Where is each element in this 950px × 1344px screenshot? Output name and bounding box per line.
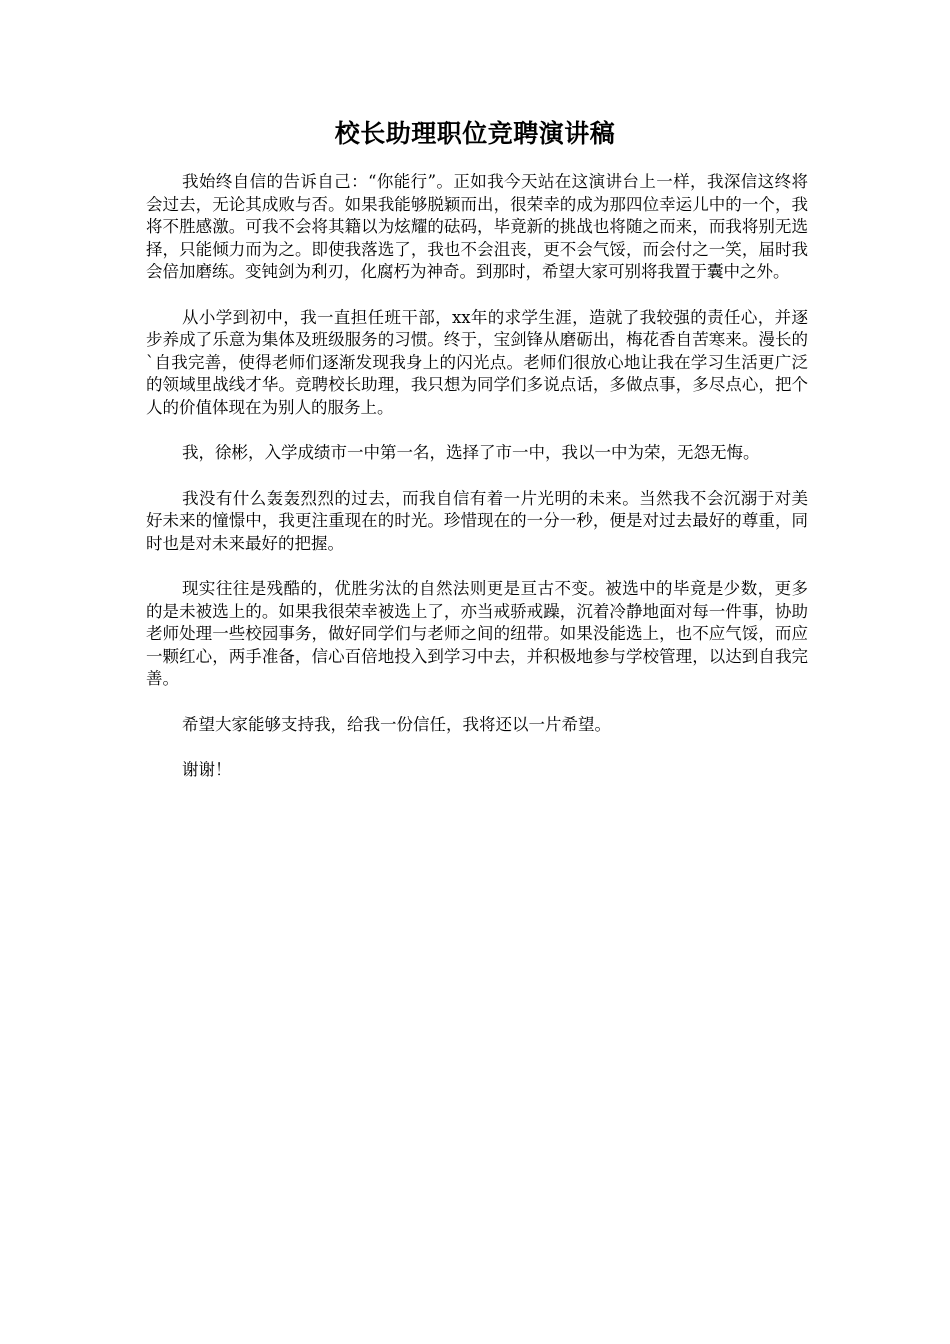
paragraph-1: 我始终自信的告诉自己：“你能行”。正如我今天站在这演讲台上一样，我深信这终将会过去，无论其成败与否。如果我能够脱颖而出，很荣幸的成为那四位幸运儿中的一个，我将不胜感激。可我不会将其籍以为炫耀的砝码，毕竟新的挑战也将随之而来，而我将别无选择，只能倾力而为之。即使我落选了，我也不会沮丧，更不会气馁，而会付之一笑，届时我会倍加磨练。变钝剑为利刃，化腐朽为神奇。到那时，希望大家可别将我置于囊中之外。 [146,172,808,281]
paragraph-2: 从小学到初中，我一直担任班干部，xx年的求学生涯，造就了我较强的责任心，并逐步养成了乐意为集体及班级服务的习惯。终于，宝剑锋从磨砺出，梅花香自苦寒来。漫长的`自我完善，使得老师们逐渐发现我身上的闪光点。老师们很放心地让我在学习生活更广泛的领域里战线才华。竞聘校长助理，我只想为同学们多说点话，多做点事，多尽点心，把个人的价值体现在为别人的服务上。 [146,307,808,417]
paragraph-6: 希望大家能够支持我，给我一份信任，我将还以一片希望。 [182,714,611,734]
paragraph-4: 我没有什么轰轰烈烈的过去，而我自信有着一片光明的未来。当然我不会沉溺于对美好未来的憧憬中，我更注重现在的时光。珍惜现在的一分一秒，便是对过去最好的尊重，同时也是对未来最好的把握。 [146,488,808,553]
paragraph-3: 我，徐彬，入学成绩市一中第一名，选择了市一中，我以一中为荣，无怨无悔。 [182,443,760,462]
document-body [146,171,808,805]
document-title: 校长助理职位竞聘演讲稿 [334,119,616,148]
paragraph-5: 现实往往是残酷的，优胜劣汰的自然法则更是亘古不变。被选中的毕竟是少数，更多的是未被选上的。如果我很荣幸被选上了，亦当戒骄戒躁，沉着冷静地面对每一件事，协助老师处理一些校园事务，做好同学们与老师之间的纽带。如果没能选上，也不应气馁，而应一颗红心，两手准备，信心百倍地投入到学习中去，并积极地参与学校管理，以达到自我完善。 [146,579,808,688]
paragraph-7: 谢谢！ [182,760,232,779]
